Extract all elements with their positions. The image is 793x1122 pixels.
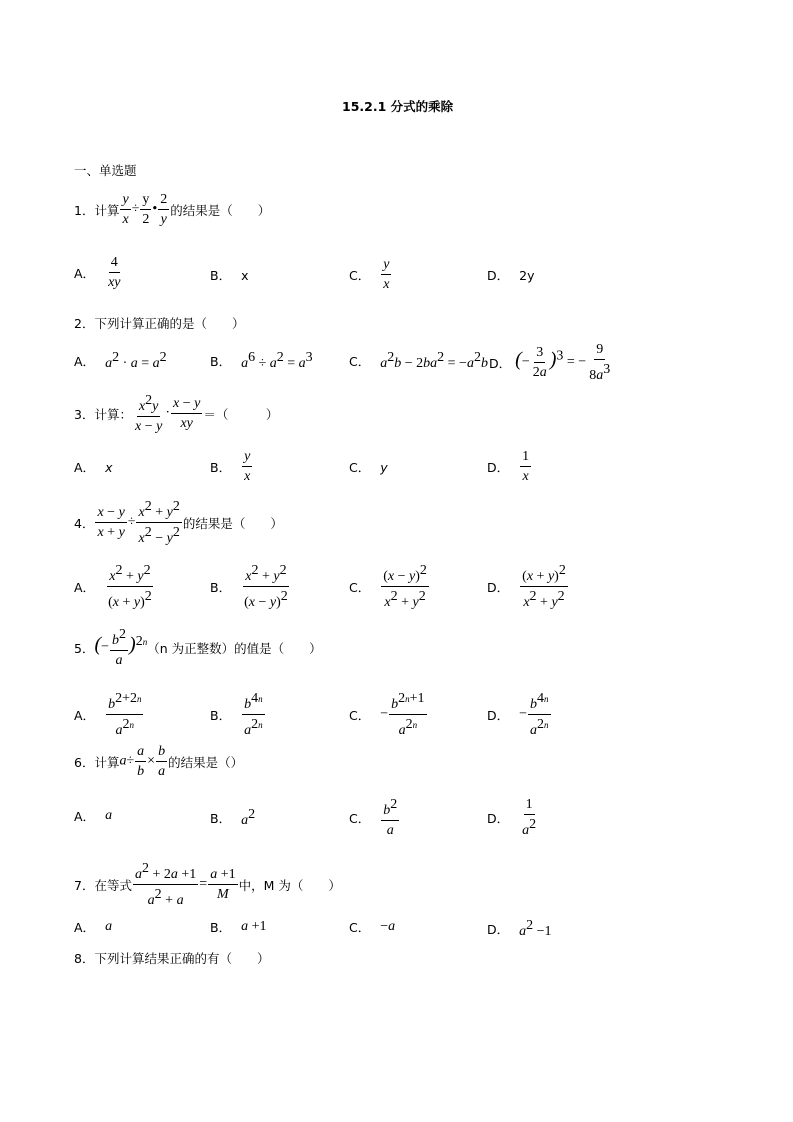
question-number: 7． (74, 877, 95, 893)
question-prefix: 计算： (94, 406, 132, 422)
question-suffix: ＝（ ） (203, 406, 279, 422)
formula: (− $\frac{b^2}{a}$ )$^{2n}$ (94, 627, 148, 668)
q3-option-d[interactable]: D． $\frac{1}{x}$ (487, 449, 530, 484)
question-number: 1． (74, 202, 95, 218)
question-8 (74, 949, 269, 967)
question-prefix: 计算 (94, 754, 120, 770)
q2-option-b[interactable]: B． $a^6 \div a^2 = a^3$ (210, 350, 313, 371)
question-7 (74, 860, 341, 909)
q1-option-d[interactable]: D． 2y (487, 267, 535, 283)
q5-option-c[interactable]: C． − $\frac{b^{2n+1}}{a^{2n}}$ (349, 691, 425, 738)
question-6 (74, 743, 243, 780)
q4-option-b[interactable]: B． $\frac{x^2 + y^2}{(x - y)^2}$ (210, 563, 288, 610)
formula: $\frac{x - y}{x + y}$ ÷ $\frac{x^2 + y^2}{x^2 - y^2}$ (97, 499, 180, 546)
q7-option-c[interactable]: C． −a (349, 919, 396, 935)
q4-option-d[interactable]: D． $\frac{(x + y)^2}{x^2 + y^2}$ (487, 563, 566, 610)
q5-option-a[interactable]: A． $\frac{b^{2+2n}}{a^{2n}}$ (74, 691, 142, 738)
question-suffix: 的结果是（ ） (170, 202, 271, 218)
q1-option-b[interactable]: B． x (210, 267, 249, 283)
question-prefix: 下列计算结果正确的有（ ） (94, 951, 270, 966)
question-number: 5． (74, 640, 95, 656)
q5-option-b[interactable]: B． $\frac{b^{4n}}{a^{2n}}$ (210, 691, 263, 738)
formula: a÷ $\frac{a}{b}$ × $\frac{b}{a}$ (119, 744, 166, 779)
formula: $\frac{a^2 + 2a +1}{a^2 + a}$ = $\frac{a +1}{M}$ (134, 861, 236, 908)
q7-option-b[interactable]: B． a +1 (210, 919, 267, 935)
question-number: 8． (74, 951, 95, 966)
question-number: 4． (74, 515, 95, 531)
question-number: 3． (74, 406, 95, 422)
q4-option-a[interactable]: A． $\frac{x^2 + y^2}{(x + y)^2}$ (74, 563, 152, 610)
q4-option-c[interactable]: C． $\frac{(x - y)^2}{x^2 + y^2}$ (349, 563, 427, 610)
question-5 (74, 626, 322, 669)
question-suffix: 的结果是（ ） (182, 515, 283, 531)
question-number: 6． (74, 754, 95, 770)
formula: $\frac{x^2y}{x - y}$ · $\frac{x - y}{xy}$ (134, 393, 201, 434)
q3-option-b[interactable]: B． $\frac{y}{x}$ (210, 449, 251, 484)
question-2 (74, 314, 244, 332)
question-3 (74, 392, 278, 435)
q7-option-d[interactable]: D． $a^2 -1$ (487, 918, 552, 939)
q7-option-a[interactable]: A． a (74, 919, 113, 935)
q3-option-a[interactable]: A． x (74, 459, 113, 475)
question-suffix: 中，M 为（ ） (238, 877, 341, 893)
q2-option-a[interactable]: A． $a^2 \cdot a = a^2$ (74, 350, 167, 371)
q6-option-b[interactable]: B． $a^2$ (210, 807, 256, 828)
section-heading: 一、单选题 (74, 163, 137, 178)
q3-option-c[interactable]: C． y (349, 459, 388, 475)
q6-option-a[interactable]: A． a (74, 808, 113, 824)
formula: $\frac{y}{x}$ ÷ $\frac{y}{2}$ • $\frac{2}{y}$ (122, 192, 168, 227)
question-suffix: 的结果是（） (168, 754, 244, 770)
question-prefix: 计算 (94, 202, 120, 218)
question-prefix: 在等式 (94, 877, 132, 893)
question-4 (74, 498, 283, 547)
q5-option-d[interactable]: D． − $\frac{b^{4n}}{a^{2n}}$ (487, 691, 549, 738)
q1-option-a[interactable]: A． $\frac{4}{xy}$ (74, 255, 121, 290)
question-suffix: （n 为正整数）的值是（ ） (147, 640, 322, 656)
q1-option-c[interactable]: C． $\frac{y}{x}$ (349, 257, 390, 292)
question-prefix: 下列计算正确的是（ ） (94, 316, 245, 331)
q6-option-d[interactable]: D． $\frac{1}{a^2}$ (487, 797, 537, 838)
q2-option-c[interactable]: C． $a^2b - 2ba^2 = -a^2b$ (349, 350, 488, 371)
q2-option-d[interactable]: D． (− $\frac{3}{2a}$ )$^3$ = − $\frac{9}{8a^3}$ (489, 342, 611, 383)
page-title: 15.2.1 分式的乘除 (342, 99, 454, 114)
question-1 (74, 191, 270, 228)
q6-option-c[interactable]: C． $\frac{b^2}{a}$ (349, 797, 398, 838)
question-number: 2． (74, 316, 95, 331)
